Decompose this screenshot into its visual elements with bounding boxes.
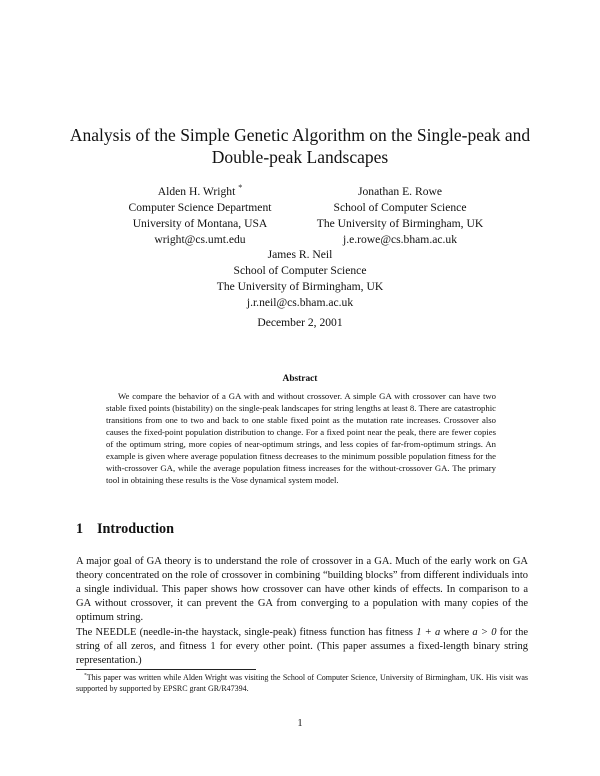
math-expression: a > 0: [472, 627, 497, 638]
section-number: 1: [76, 521, 84, 537]
footnote-divider: [76, 669, 256, 670]
paragraph-text: The NEEDLE (needle-in-the haystack, single-peak) fitness function has fitness: [76, 627, 417, 638]
author-email: j.e.rowe@cs.bham.ac.uk: [342, 233, 457, 246]
author-affiliation: The University of Birmingham, UK: [216, 280, 384, 293]
author-department: Computer Science Department: [128, 201, 272, 214]
author-affiliation: University of Montana, USA: [132, 217, 268, 230]
section-title: Introduction: [97, 521, 174, 537]
author-department: School of Computer Science: [233, 264, 367, 277]
author-block-neil: [195, 247, 405, 311]
author-email: wright@cs.umt.edu: [154, 233, 246, 246]
author-affiliation: The University of Birmingham, UK: [316, 217, 484, 230]
section-heading-introduction: [76, 521, 174, 538]
paragraph-text: where: [440, 627, 473, 638]
intro-paragraph-1: A major goal of GA theory is to understand the role of crossover in a GA. Much of the early work on GA theory concentrated on the role of crossover in combining “building blocks” from different individuals into a single individual. This paper shows how crossover can have other kinds of effects. In comparison to a GA without crossover, it can prevent the GA from converging to a population with many copies of the optimum string.: [76, 556, 528, 623]
author-name: Jonathan E. Rowe: [357, 185, 443, 198]
footnote-mark: *: [84, 672, 87, 679]
abstract-heading: Abstract: [282, 374, 318, 384]
author-name: Alden H. Wright *: [157, 183, 243, 198]
author-footnote-mark: *: [238, 183, 243, 193]
author-department: School of Computer Science: [333, 201, 467, 214]
abstract-text: We compare the behavior of a GA with and without crossover. A simple GA with crossover can have two stable fixed points (bistability) on the single-peak landscapes for string lengths at least 8. There are catastrophic transitions from one to two and back to one stable fixed point as the mutation rate increases. Crossover also causes the fixed-point population distribution to change. For a fixed point near the peak, there are fewer copies of the optimum string, more copies of near-optimum strings, and less copies of far-from-optimum strings. An example is given where average population fitness decreases to the minimum possible population fitness for the with-crossover GA, while the average population fitness increases for the without-crossover GA. The primary tool in obtaining these results is the Vose dynamical system model.: [106, 391, 496, 485]
title-line-2: Double-peak Landscapes: [211, 147, 389, 167]
paper-title: [60, 124, 540, 168]
title-line-1: Analysis of the Simple Genetic Algorithm on the Single-peak and: [69, 125, 531, 145]
page-number: 1: [297, 718, 303, 729]
author-block-wright: [105, 184, 295, 248]
paper-date: December 2, 2001: [257, 316, 343, 329]
author-block-rowe: [295, 184, 505, 248]
math-expression: 1 + a: [416, 627, 441, 638]
footnote-text: This paper was written while Alden Wright was visiting the School of Computer Science, University of Birmingham, UK. His visit was supported by supported by EPSRC grant GR/R47394.: [76, 673, 528, 693]
author-email: j.r.neil@cs.bham.ac.uk: [246, 296, 354, 309]
footnote: [76, 672, 528, 694]
author-name: James R. Neil: [267, 248, 333, 261]
intro-paragraph-2: [76, 626, 528, 668]
paragraph-text: for the string of all zeros, and fitness 1 for every other point. (This paper assumes a fixed-length binary string representation.): [76, 627, 528, 666]
